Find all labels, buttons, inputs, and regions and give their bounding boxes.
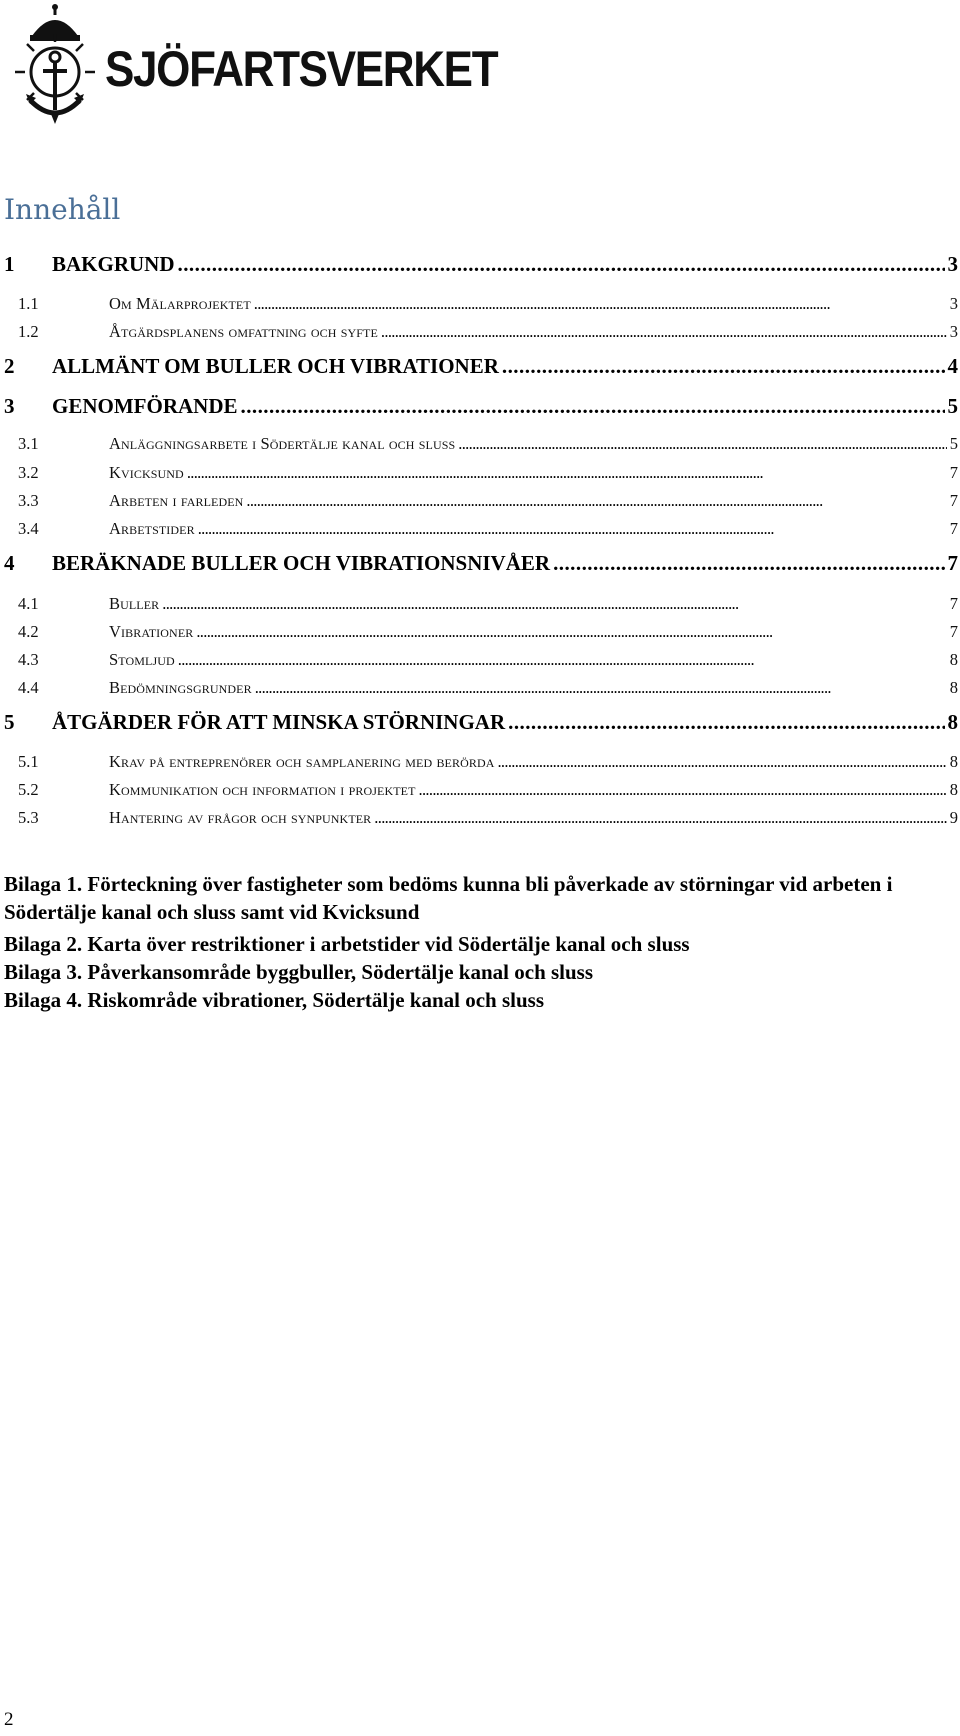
toc-entry-section[interactable]: [18, 324, 958, 341]
toc-entry-page: 8: [949, 678, 958, 697]
toc-entry-page: 8: [947, 710, 958, 734]
toc-entry-page: 4: [947, 354, 958, 378]
toc-entry-number: 1.1: [18, 294, 39, 313]
toc-entry-page: 9: [949, 808, 958, 827]
toc-dot-leader: [162, 596, 946, 613]
toc-entry-title: Arbetstider: [109, 519, 195, 538]
toc-dot-leader: [254, 296, 947, 313]
toc-entry-page: 3: [949, 322, 958, 341]
toc-entry-chapter[interactable]: [4, 396, 958, 417]
toc-entry-title: Bedömningsgrunder: [109, 678, 252, 697]
toc-entry-page: 7: [949, 491, 958, 510]
toc-entry-page: 5: [949, 434, 958, 453]
toc-dot-leader: [508, 712, 944, 733]
toc-entry-section[interactable]: [18, 493, 958, 510]
toc-entry-number: 3.2: [18, 463, 39, 482]
toc-entry-section[interactable]: [18, 782, 958, 799]
toc-entry-section[interactable]: [18, 596, 958, 613]
toc-entry-number: 3.1: [18, 434, 39, 453]
toc-entry-page: 7: [949, 519, 958, 538]
org-name: SJÖFARTSVERKET: [105, 41, 498, 97]
appendix-item: Bilaga 1. Förteckning över fastigheter som bedöms kunna bli påverkade av störningar vid arbeten i Södertälje kanal och sluss samt vid Kvicksund: [4, 872, 893, 924]
toc-dot-leader: [246, 493, 946, 510]
crown-anchor-emblem-icon: [10, 2, 100, 130]
toc-dot-leader: [458, 436, 946, 453]
toc-entry-section[interactable]: [18, 521, 958, 538]
toc-dot-leader: [178, 254, 945, 275]
toc-entry-title: Krav på entreprenörer och samplanering med berörda: [109, 752, 495, 771]
toc-entry-section[interactable]: [18, 296, 958, 313]
toc-entry-number: 5.3: [18, 808, 39, 827]
toc-entry-page: 8: [949, 752, 958, 771]
toc-entry-title: GENOMFÖRANDE: [52, 394, 238, 418]
toc-entry-title: Hantering av frågor och synpunkter: [109, 808, 372, 827]
toc-dot-leader: [497, 754, 946, 771]
toc-entry-title: Kvicksund: [109, 463, 184, 482]
appendix-item: Bilaga 2. Karta över restriktioner i arbetstider vid Södertälje kanal och sluss: [4, 932, 690, 956]
toc-entry-page: 7: [949, 463, 958, 482]
toc-entry-number: 4: [4, 551, 15, 575]
toc-entry-title: Buller: [109, 594, 160, 613]
toc-entry-section[interactable]: [18, 810, 958, 827]
toc-entry-title: Vibrationer: [109, 622, 194, 641]
appendix-item: Bilaga 4. Riskområde vibrationer, Södertälje kanal och sluss: [4, 988, 545, 1012]
toc-dot-leader: [255, 680, 947, 697]
toc-entry-page: 8: [949, 650, 958, 669]
toc-dot-leader: [241, 396, 945, 417]
toc-dot-leader: [196, 624, 946, 641]
toc-entry-number: 5.2: [18, 780, 39, 799]
toc-entry-number: 5: [4, 710, 15, 734]
toc-entry-title: Åtgärdsplanens omfattning och syfte: [109, 322, 378, 341]
toc-entry-number: 4.4: [18, 678, 39, 697]
appendix-item: Bilaga 3. Påverkansområde byggbuller, Södertälje kanal och sluss: [4, 960, 594, 984]
toc-entry-number: 4.3: [18, 650, 39, 669]
toc-entry-title: Om Mälarprojektet: [109, 294, 251, 313]
toc-entry-title: BAKGRUND: [52, 252, 175, 276]
toc-entry-number: 3: [4, 394, 15, 418]
toc-dot-leader: [198, 521, 947, 538]
toc-entry-title: ÅTGÄRDER FÖR ATT MINSKA STÖRNINGAR: [52, 710, 506, 734]
toc-entry-section[interactable]: [18, 680, 958, 697]
toc-entry-chapter[interactable]: [4, 356, 958, 377]
toc-dot-leader: [178, 652, 947, 669]
toc-entry-chapter[interactable]: [4, 254, 958, 275]
toc-entry-title: BERÄKNADE BULLER OCH VIBRATIONSNIVÅER: [52, 551, 551, 575]
toc-entry-title: Kommunikation och information i projektet: [109, 780, 416, 799]
toc-entry-page: 7: [949, 622, 958, 641]
toc-dot-leader: [187, 465, 947, 482]
toc-entry-title: ALLMÄNT OM BULLER OCH VIBRATIONER: [52, 354, 499, 378]
toc-dot-leader: [419, 782, 947, 799]
toc-entry-section[interactable]: [18, 436, 958, 453]
toc-entry-title: Anläggningsarbete i Södertälje kanal och sluss: [109, 434, 456, 453]
toc-dot-leader: [502, 356, 945, 377]
toc-entry-number: 1: [4, 252, 15, 276]
toc-heading: Innehåll: [4, 193, 121, 226]
toc-entry-title: Stomljud: [109, 650, 175, 669]
toc-entry-page: 5: [947, 394, 958, 418]
toc-dot-leader: [374, 810, 946, 827]
toc-entry-page: 3: [947, 252, 958, 276]
toc-dot-leader: [381, 324, 947, 341]
toc-entry-page: 7: [949, 594, 958, 613]
toc-entry-section[interactable]: [18, 754, 958, 771]
toc-entry-section[interactable]: [18, 624, 958, 641]
toc-entry-page: 8: [949, 780, 958, 799]
toc-entry-page: 3: [949, 294, 958, 313]
toc-entry-chapter[interactable]: [4, 712, 958, 733]
toc-entry-number: 2: [4, 354, 15, 378]
toc-entry-number: 5.1: [18, 752, 39, 771]
toc-entry-title: Arbeten i farleden: [109, 491, 244, 510]
toc-entry-number: 1.2: [18, 322, 39, 341]
toc-entry-section[interactable]: [18, 465, 958, 482]
toc-entry-number: 3.3: [18, 491, 39, 510]
toc-entry-page: 7: [947, 551, 958, 575]
toc-entry-section[interactable]: [18, 652, 958, 669]
toc-entry-number: 4.1: [18, 594, 39, 613]
toc-entry-number: 4.2: [18, 622, 39, 641]
page-number: 2: [4, 1709, 14, 1730]
toc-dot-leader: [553, 553, 944, 574]
toc-entry-number: 3.4: [18, 519, 39, 538]
toc-entry-chapter[interactable]: [4, 553, 958, 574]
